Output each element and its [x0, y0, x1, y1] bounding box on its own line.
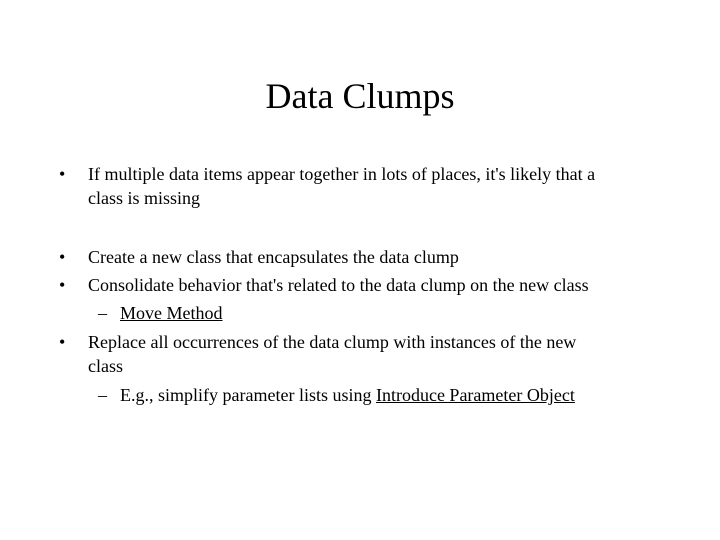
- bullet-1-text: [88, 162, 668, 210]
- bullet-marker: •: [59, 247, 66, 267]
- bullet-marker: •: [59, 332, 66, 352]
- bullet-2-line-1: Create a new class that encapsulates the data clump: [88, 247, 459, 267]
- introduce-parameter-object-link[interactable]: Introduce Parameter Object: [375, 385, 575, 405]
- sub-bullet-marker: –: [98, 303, 107, 323]
- bullet-1-line-1: If multiple data items appear together in lots of places, it's likely that a: [88, 164, 596, 184]
- bullet-marker: •: [59, 275, 66, 295]
- slide-title: Data Clumps: [265, 76, 455, 116]
- bullet-marker: •: [59, 164, 66, 184]
- bullet-4-line-2: class: [88, 356, 123, 376]
- bullet-1-line-2: class is missing: [88, 188, 201, 208]
- bullet-3-line-1: Consolidate behavior that's related to the data clump on the new class: [88, 275, 589, 295]
- bullet-4-line-1: Replace all occurrences of the data clump with instances of the new: [88, 332, 577, 352]
- sub-bullet-move-method: [120, 301, 680, 325]
- bullet-4-text: [88, 330, 668, 378]
- sub-bullet-marker: –: [98, 385, 107, 405]
- bullet-2-text: [88, 245, 668, 269]
- bullet-3-text: [88, 273, 668, 297]
- sub-bullet-introduce-parameter-object: [120, 383, 680, 407]
- sub-bullet-prefix: E.g., simplify parameter lists using: [120, 385, 376, 405]
- move-method-link[interactable]: Move Method: [120, 303, 223, 323]
